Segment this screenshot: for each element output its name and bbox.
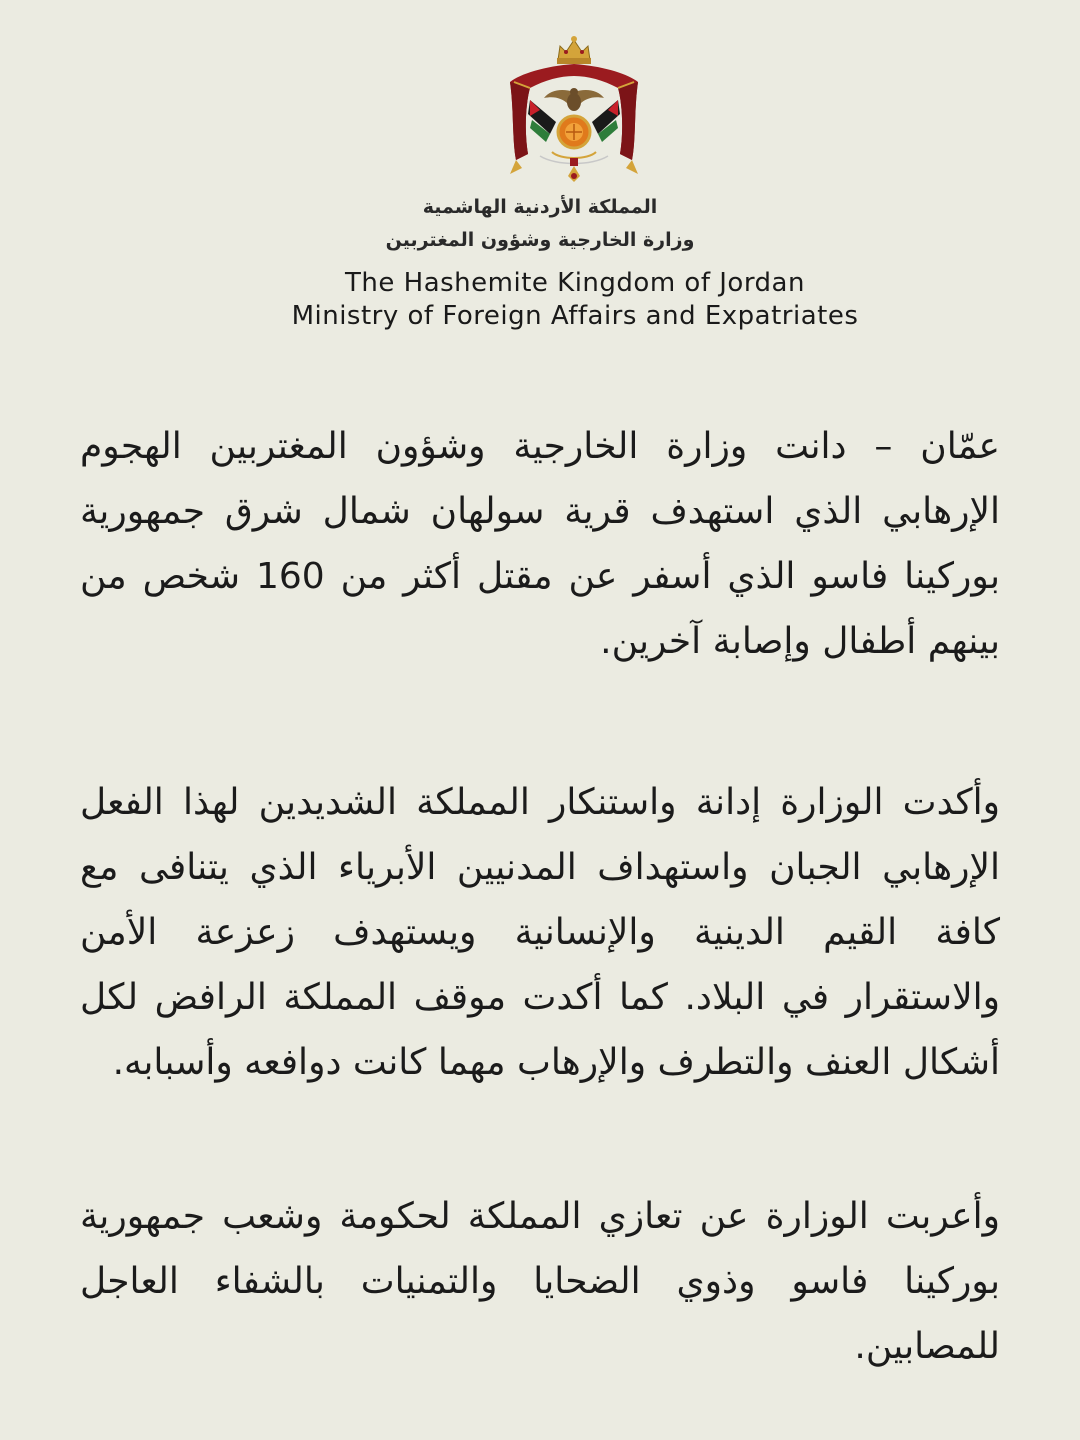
eagle-icon: [544, 88, 604, 111]
header-english-ministry: Ministry of Foreign Affairs and Expatriates: [291, 301, 859, 331]
crown-icon: [557, 36, 591, 64]
order-medal-icon: [540, 152, 608, 182]
statement-paragraph-3: وأعربت الوزارة عن تعازي المملكة لحكومة وشعب جمهورية بوركينا فاسو وذوي الضحايا والتمنيات بالشفاء العاجل للمصابين.: [80, 1196, 1000, 1367]
statement-paragraph-1: عمّان – دانت وزارة الخارجية وشؤون المغتربين الهجوم الإرهابي الذي استهدف قرية سولهان شمال شرق جمهورية بوركينا فاسو الذي أسفر عن مقتل أكثر من 160 شخص من بينهم أطفال وإصابة آخرين.: [80, 426, 1000, 662]
header-arabic-ministry: وزارة الخارجية وشؤون المغتربين: [385, 229, 695, 251]
shield-icon: [558, 116, 590, 148]
jordan-coat-of-arms-icon: [500, 30, 648, 192]
statement-paragraph-2: وأكدت الوزارة إدانة واستنكار المملكة الشديدين لهذا الفعل الإرهابي الجبان واستهداف المدنيين الأبرياء الذي يتنافى مع كافة القيم الدينية والإنسانية ويستهدف زعزعة الأمن والاستقرار في البلاد. كما أكدت موقف المملكة الرافض لكل أشكال العنف والتطرف والإرهاب مهما كانت دوافعه وأسبابه.: [80, 782, 1000, 1083]
header-arabic-kingdom: المملكة الأردنية الهاشمية: [422, 196, 658, 218]
header-english-kingdom: The Hashemite Kingdom of Jordan: [345, 268, 805, 298]
